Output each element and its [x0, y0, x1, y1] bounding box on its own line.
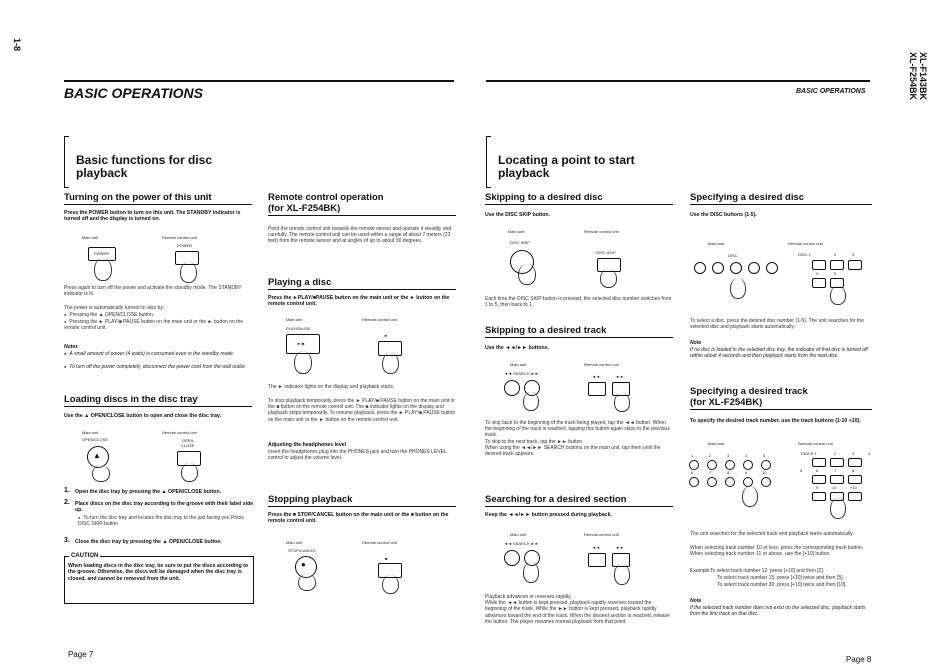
search-btn-next-label: ►►	[616, 545, 624, 550]
skip-track-search-label: ◄◄ SEARCH ►►	[504, 371, 539, 376]
headphones-body: Insert the headphones plug into the PHONES jack and turn the PHONES LEVEL control to adjust the volume level.	[268, 449, 447, 462]
specify-disc-remote-key-2: 2	[834, 252, 837, 257]
remote-op-heading-line1: Remote control operation	[268, 192, 384, 203]
track-key-label-3: 3	[727, 453, 730, 458]
power-notes-heading: Notes	[64, 344, 78, 350]
power-remote-label: Remote control unit	[162, 235, 197, 240]
right-block-title-line2: playback	[498, 166, 550, 180]
skip-disc-remote-label: Remote control unit	[584, 229, 619, 234]
stopping-btn-remote-label: ■	[385, 556, 388, 561]
playing-body-1: The ► indicator lights on the display and playback starts.	[268, 384, 395, 390]
hand-icon	[830, 498, 846, 519]
specify-disc-remote-label: Remote control unit	[788, 241, 823, 246]
left-title-bar	[64, 136, 69, 188]
play-pause-icon: ►/■	[297, 341, 305, 346]
loading-step-1-num: 1.	[64, 487, 70, 494]
loading-heading: Loading discs in the disc tray	[64, 394, 252, 407]
specify-track-body-1: The unit searches for the selected track and playback starts automatically.	[690, 531, 854, 537]
remote-track-key-3[interactable]	[848, 458, 862, 467]
track-key-6[interactable]	[689, 477, 699, 487]
remote-op-heading-line2: (for XL-F254BK)	[268, 203, 341, 214]
playing-lead: Press the ►PLAY/■PAUSE button on the main unit or the ► button on the remote control unit.	[268, 295, 450, 308]
hand-icon	[523, 562, 539, 583]
loading-step-3-num: 3.	[64, 537, 70, 544]
power-bullet-2: ● Pressing the ► PLAY/■ PAUSE button on the main unit or the ► button on the remote control unit.	[64, 319, 252, 331]
search-back-button-remote[interactable]	[588, 553, 606, 567]
specify-disc-main-label: Main unit	[708, 241, 725, 246]
power-heading: Turning on the power of this unit	[64, 192, 252, 205]
playing-body-2: To stop playback temporarily, press the ► PLAY/■ PAUSE button on the main unit or the ■ button on the remote control unit. The ■ indicator lights on the display and playback stops temporarily. To resume playback, press the ► PLAY/■ PAUSE button on the main unit or the ► button on the remote control unit.	[268, 398, 456, 423]
loading-step-3: Close the disc tray by pressing the ▲ OPEN/CLOSE button.	[75, 539, 222, 545]
stopping-heading: Stopping playback	[268, 494, 456, 507]
specify-track-example-3: To select track number 30: press [+10] twice and then [10].	[717, 582, 847, 588]
skip-track-remote-label: Remote control unit	[584, 362, 619, 367]
specify-track-example-2: To select track number 15: press [+10] twice and then [5].	[717, 575, 844, 581]
search-main-label: Main unit	[510, 532, 527, 537]
loading-step-2: Place discs on the disc tray according to the groove with their label side up.	[75, 501, 254, 514]
skip-back-button-main[interactable]	[504, 380, 520, 396]
disc-button-5[interactable]	[766, 262, 778, 274]
power-button-remote-label: POWER	[177, 243, 193, 248]
stopping-btn-main-label: STOP/CANCEL	[288, 548, 317, 553]
side-page-label: 1-8	[12, 38, 22, 52]
skip-track-main-label: Main unit	[510, 362, 527, 367]
power-main-label: Main unit	[82, 235, 99, 240]
disc-remote-key-1[interactable]	[812, 260, 826, 270]
disc-button-2[interactable]	[712, 262, 724, 274]
track-key-label-4: 4	[745, 453, 748, 458]
search-lead: Keep the ◄◄/►► button pressed during playback.	[485, 512, 612, 518]
search-btn-prev-label: ◄◄	[592, 545, 600, 550]
skip-disc-btn-remote-label: DISC SKIP	[596, 250, 616, 255]
loading-btn-remote-label-2: CLOSE	[181, 443, 195, 448]
hand-icon	[600, 269, 617, 288]
right-block-title	[498, 154, 635, 180]
skip-disc-body: Each time the DISC SKIP button is pressed, the selected disc number switches from 1 to 5, then back to 1.	[485, 296, 672, 309]
disc-remote-key-3[interactable]	[848, 260, 862, 270]
specify-disc-remote-key-4: 4	[816, 271, 819, 276]
playing-btn-main-label: PLAY/PAUSE	[286, 326, 311, 331]
remote-track-key-5[interactable]	[812, 475, 826, 484]
left-page-number: Page 7	[68, 650, 94, 659]
power-body-1: Press again to turn off the power and activate the standby mode. The STANDBY indicator is lit.	[64, 285, 242, 298]
specify-disc-label: DISC	[728, 253, 738, 258]
skip-track-btn-prev-label: ◄◄	[592, 374, 600, 379]
loading-btn-remote-label-1: OPEN	[182, 438, 194, 443]
skip-disc-main-label: Main unit	[508, 229, 525, 234]
remote-track-key-label-6: 6	[816, 468, 819, 473]
hand-icon	[94, 258, 112, 281]
eject-icon: ▲	[93, 451, 101, 460]
power-button-main-label: POWER	[94, 251, 110, 256]
remote-track-key-label-9: 9	[816, 485, 819, 490]
specify-track-heading-line2: (for XL-F254BK)	[690, 397, 763, 408]
remote-track-key-label-2: 2	[834, 451, 837, 456]
hand-icon	[523, 392, 539, 411]
left-block-title-line2: playback	[76, 166, 128, 180]
playing-btn-remote-label: ►	[384, 333, 388, 338]
remote-op-body: Point the remote control unit towards the remote sensor and operate it steadily and carefully. The remote control unit can be used within a range of about 7 meters (23 feet) from the remote sensor and at angles of up to about 30 degrees.	[268, 226, 452, 245]
specify-disc-remote-disc-label: DISC 1	[798, 252, 811, 257]
specify-disc-remote-key-3: 3	[852, 252, 855, 257]
skip-track-heading: Skipping to a desired track	[485, 325, 673, 338]
remote-track-key-label-3: 3	[852, 451, 855, 456]
hand-icon	[518, 264, 536, 285]
disc-button-3[interactable]	[730, 262, 742, 274]
skip-track-body: To skip back to the beginning of the track being played, tap the ◄◄ button. When the beginning of the track is reached, tapping this button again skips to the previous track. To skip to the next track, tap the ►► button. When using the ◄◄/►► SEARCH buttons on the main unit, tap them until the desired track appears.	[485, 420, 670, 458]
caution-box	[64, 553, 254, 604]
disc-remote-key-4[interactable]	[812, 278, 826, 288]
specify-disc-remote-key-5: 5	[834, 271, 837, 276]
loading-step-2-bullet: ● To turn the disc tray and locates the disc tray to the just facing you Press DISC SKIP button	[78, 515, 254, 527]
remote-track-key-2[interactable]	[830, 458, 844, 467]
remote-op-heading	[268, 192, 456, 216]
specify-disc-body: To select a disc, press the desired disc number (1-5). The unit searches for the selected disc and playback starts automatically.	[690, 318, 864, 331]
remote-track-key-label-10: 10	[832, 485, 837, 490]
remote-track-key-label-5: 5	[800, 468, 803, 473]
model-label	[908, 52, 928, 100]
model-line-2: XL-F254BK	[908, 52, 918, 101]
specify-disc-heading: Specifying a desired disc	[690, 192, 872, 205]
track-key-label-8: 8	[727, 470, 730, 475]
hand-icon	[298, 574, 316, 591]
remote-track-key-label-7: 7	[834, 468, 837, 473]
track-key-label-9: 9	[745, 470, 748, 475]
search-search-label: ◄◄ SEARCH ►►	[504, 541, 539, 546]
track-key-7[interactable]	[707, 477, 717, 487]
track-key-2[interactable]	[707, 460, 717, 470]
power-note-2: ● To turn off the power completely, disconnect the power cord from the wall outlet.	[64, 364, 252, 370]
loading-step-1: Open the disc tray by pressing the ▲ OPEN/CLOSE button.	[75, 489, 222, 495]
track-key-5[interactable]	[761, 460, 771, 470]
specify-track-note: If the selected track number does not exist on the selected disc, playback starts from the first track on that disc.	[690, 605, 866, 618]
playing-heading: Playing a disc	[268, 277, 456, 290]
remote-track-key-1[interactable]	[812, 458, 826, 467]
remote-track-key-plus10[interactable]	[848, 492, 862, 501]
specify-track-example-label: Example:	[690, 568, 711, 574]
track-key-1[interactable]	[689, 460, 699, 470]
disc-button-4[interactable]	[748, 262, 760, 274]
hand-icon	[382, 575, 399, 594]
skip-disc-heading: Skipping to a desired disc	[485, 192, 673, 205]
playing-main-label: Main unit	[286, 317, 303, 322]
hand-icon	[181, 463, 198, 482]
disc-button-1[interactable]	[694, 262, 706, 274]
hand-icon	[92, 465, 110, 482]
specify-track-body-2: When selecting track number 10 or less, press the corresponding track button. When selecting track number 11 or above, use the [+10] button.	[690, 545, 864, 558]
skip-track-lead: Use the ◄◄/►► buttons.	[485, 345, 550, 351]
hand-icon	[830, 286, 846, 305]
model-line-1: XL-F143BK	[918, 52, 928, 101]
right-title-bar	[486, 136, 491, 188]
track-key-label-7: 7	[709, 470, 712, 475]
specify-track-heading	[690, 386, 872, 410]
power-lead: Press the POWER button to turn on this unit. The STANDBY indicator is turned off and the display is turned on.	[64, 210, 241, 223]
headphones-heading: Adjusting the headphones level	[268, 442, 347, 448]
header-rule-right	[486, 80, 870, 82]
power-bullet-1: ● Pressing the ▲ OPEN/CLOSE button.	[64, 312, 252, 318]
caution-title: CAUTION	[71, 553, 99, 559]
stopping-lead: Press the ■ STOP/CANCEL button on the main unit or the ■ button on the remote control unit.	[268, 512, 449, 525]
remote-track-key-label-8: 8	[852, 468, 855, 473]
caution-text: When loading discs in the disc tray, be sure to put the discs according to the groove. Otherwise, the discs will be damaged when the disc tray is closed, and cannot be removed from the unit.	[68, 563, 249, 582]
right-block-title-line1: Locating a point to start	[498, 153, 635, 167]
track-key-label-1: 1	[691, 453, 694, 458]
power-note-1: ● A small amount of power (4 watts) is consumed even in the standby mode.	[64, 351, 252, 357]
specify-disc-note-heading: Note	[690, 340, 702, 346]
playing-remote-label: Remote control unit	[362, 317, 397, 322]
specify-track-lead: To specify the desired track number, use the track buttons (1-10 +10).	[690, 418, 861, 424]
left-block-title	[76, 154, 212, 180]
specify-disc-note: If no disc is loaded in the selected disc tray, the indicator of that disc is turned off within about 4 seconds and then playback starts from the next disc.	[690, 347, 868, 360]
left-block-title-line1: Basic functions for disc	[76, 153, 213, 167]
remote-track-key-7[interactable]	[848, 475, 862, 484]
loading-btn-main-label: OPEN/CLOSE	[82, 437, 109, 442]
track-key-3[interactable]	[725, 460, 735, 470]
right-page-title: BASIC OPERATIONS	[796, 88, 866, 95]
skip-disc-btn-main-label: DISC SKIP	[510, 240, 530, 245]
right-page-number: Page 8	[846, 655, 872, 664]
hand-icon	[614, 393, 630, 412]
remote-track-key-9[interactable]	[812, 492, 826, 501]
track-key-label-2: 2	[709, 453, 712, 458]
remote-track-key-6[interactable]	[830, 475, 844, 484]
hand-icon	[294, 351, 312, 374]
track-key-4[interactable]	[743, 460, 753, 470]
hand-icon	[382, 353, 399, 374]
search-back-button-main[interactable]	[504, 550, 520, 566]
track-key-label-10: 10	[762, 470, 767, 475]
track-key-label-6: 6	[691, 470, 694, 475]
hand-icon	[180, 262, 197, 283]
specify-track-example-1: To select track number 12: press [+10] and then [2].	[710, 568, 825, 574]
specify-track-main-label: Main unit	[708, 441, 725, 446]
stop-icon: ●	[301, 560, 306, 569]
stopping-main-label: Main unit	[286, 540, 303, 545]
hand-icon	[730, 278, 746, 299]
header-rule-left	[64, 80, 454, 82]
track-key-label-5: 5	[763, 453, 766, 458]
loading-remote-label: Remote control unit	[162, 430, 197, 435]
disc-remote-key-2[interactable]	[830, 260, 844, 270]
loading-main-label: Main unit	[82, 430, 99, 435]
search-body: Playback advances or reverses rapidly. While the ◄◄ button is kept pressed, playback rapidly reverses toward the beginning of the track. While the ►► button is kept pressed, playback rapidly advances toward the end of the track. When the desired section is reached, release the button. The player resumes normal playback from that point.	[485, 594, 670, 625]
search-heading: Searching for a desired section	[485, 494, 673, 507]
loading-lead: Use the ▲ OPEN/CLOSE button to open and close the disc tray.	[64, 413, 221, 419]
specify-track-note-heading: Note	[690, 598, 702, 604]
left-page-title: BASIC OPERATIONS	[64, 85, 203, 101]
hand-icon	[742, 486, 758, 507]
stopping-remote-label: Remote control unit	[362, 540, 397, 545]
skip-disc-lead: Use the DISC SKIP button.	[485, 212, 551, 218]
specify-disc-lead: Use the DISC buttons (1-5).	[690, 212, 757, 218]
power-body-2: The power is automatically turned on also by:	[64, 305, 165, 311]
remote-track-key-label-plus10: +10	[850, 485, 857, 490]
specify-track-heading-line1: Specifying a desired track	[690, 386, 808, 397]
remote-track-key-label-4: 4	[868, 451, 871, 456]
skip-back-button-remote[interactable]	[588, 382, 606, 396]
track-key-10[interactable]	[761, 477, 771, 487]
remote-track-label: TRACK 1	[800, 451, 817, 456]
loading-step-2-num: 2.	[64, 499, 70, 506]
skip-track-btn-next-label: ►►	[616, 374, 624, 379]
search-remote-label: Remote control unit	[584, 532, 619, 537]
hand-icon	[614, 564, 630, 585]
track-key-8[interactable]	[725, 477, 735, 487]
specify-track-remote-label: Remote control unit	[798, 441, 833, 446]
